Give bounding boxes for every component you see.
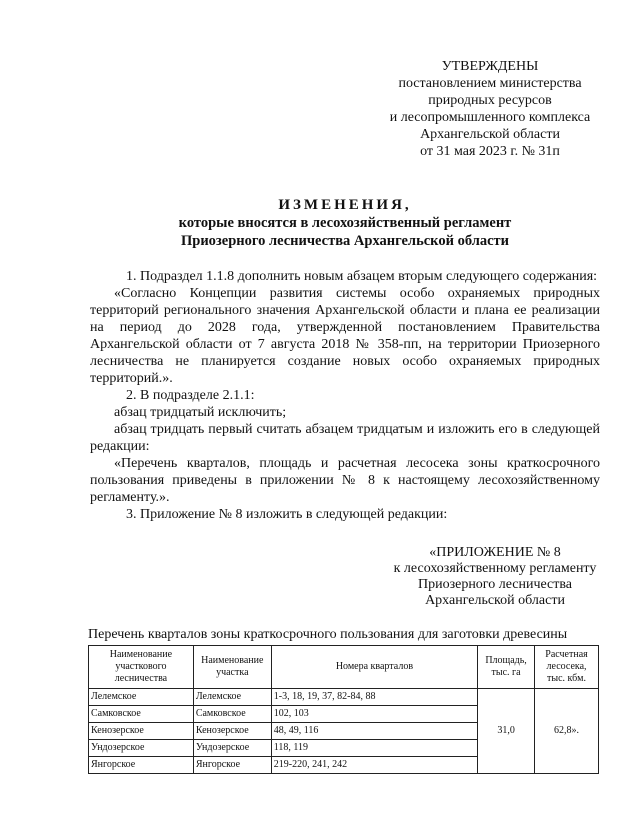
appendix-line: «ПРИЛОЖЕНИЕ № 8	[429, 545, 561, 560]
table-row	[89, 689, 599, 706]
cell-forestry: Ундозерское	[89, 740, 194, 757]
document-title	[90, 196, 600, 250]
paragraph: «Перечень кварталов, площадь и расчетная лесосека зоны краткосрочного пользования приведены в приложении № 8 к настоящему лесохозяйственному регламенту.».	[90, 456, 600, 505]
approval-line: УТВЕРЖДЕНЫ	[441, 59, 539, 74]
appendix-line: Приозерного лесничества	[417, 577, 573, 592]
appendix-line: к лесохозяйственному регламенту	[393, 561, 597, 576]
approval-line: и лесопромышленного комплекса	[389, 110, 591, 125]
paragraph: 3. Приложение № 8 изложить в следующей редакции:	[126, 507, 448, 522]
header-section: Наименование участка	[193, 646, 271, 689]
paragraph: 2. В подразделе 2.1.1:	[126, 388, 255, 403]
appendix-line: Архангельской области	[425, 593, 565, 608]
paragraph: 1. Подраздел 1.1.8 дополнить новым абзацем вторым следующего содержания:	[126, 269, 598, 284]
header-cut: Расчетная лесосека, тыс. кбм.	[535, 646, 599, 689]
cell-section: Самковское	[193, 706, 271, 723]
cell-quarters: 219-220, 241, 242	[271, 757, 477, 774]
cell-quarters: 1-3, 18, 19, 37, 82-84, 88	[271, 689, 477, 706]
header-forestry: Наименование участкового лесничества	[89, 646, 194, 689]
cell-section: Кенозерское	[193, 723, 271, 740]
approval-block	[340, 58, 640, 160]
table-header-row	[89, 646, 599, 689]
title-heading: ИЗМЕНЕНИЯ,	[278, 197, 412, 213]
cell-forestry: Янгорское	[89, 757, 194, 774]
cell-quarters: 102, 103	[271, 706, 477, 723]
cell-cut: 62,8».	[535, 689, 599, 774]
cell-forestry: Лелемское	[89, 689, 194, 706]
table-caption: Перечень кварталов зоны краткосрочного пользования для заготовки древесины	[88, 627, 568, 642]
cell-forestry: Кенозерское	[89, 723, 194, 740]
header-quarters: Номера кварталов	[271, 646, 477, 689]
cell-area: 31,0	[478, 689, 535, 774]
paragraph: абзац тридцатый исключить;	[114, 405, 287, 420]
approval-line: от 31 мая 2023 г. № 31п	[420, 144, 560, 159]
cell-section: Ундозерское	[193, 740, 271, 757]
approval-line: природных ресурсов	[428, 93, 552, 108]
approval-line: Архангельской области	[420, 127, 560, 142]
paragraph: «Согласно Концепции развития системы особо охраняемых природных территорий регионального значения Архангельской области и плана ее реализации на период до 2028 года, утвержденной постановлением Правительства Архангельской области от 7 августа 2018 № 358-пп, на территории Приозерного лесничества не планируется создание новых особо охраняемых природных территорий.».	[90, 286, 600, 386]
cell-section: Янгорское	[193, 757, 271, 774]
appendix-block	[370, 545, 620, 609]
paragraph: абзац тридцать первый считать абзацем тридцатым и изложить его в следующей редакции:	[90, 422, 600, 454]
cell-forestry: Самковское	[89, 706, 194, 723]
title-line: Приозерного лесничества Архангельской области	[180, 233, 510, 249]
cell-quarters: 118, 119	[271, 740, 477, 757]
header-area: Площадь, тыс. га	[478, 646, 535, 689]
title-line: которые вносятся в лесохозяйственный регламент	[178, 215, 512, 231]
approval-line: постановлением министерства	[398, 76, 582, 91]
cell-section: Лелемское	[193, 689, 271, 706]
document-body	[90, 268, 600, 523]
quarters-table	[88, 645, 599, 774]
cell-quarters: 48, 49, 116	[271, 723, 477, 740]
